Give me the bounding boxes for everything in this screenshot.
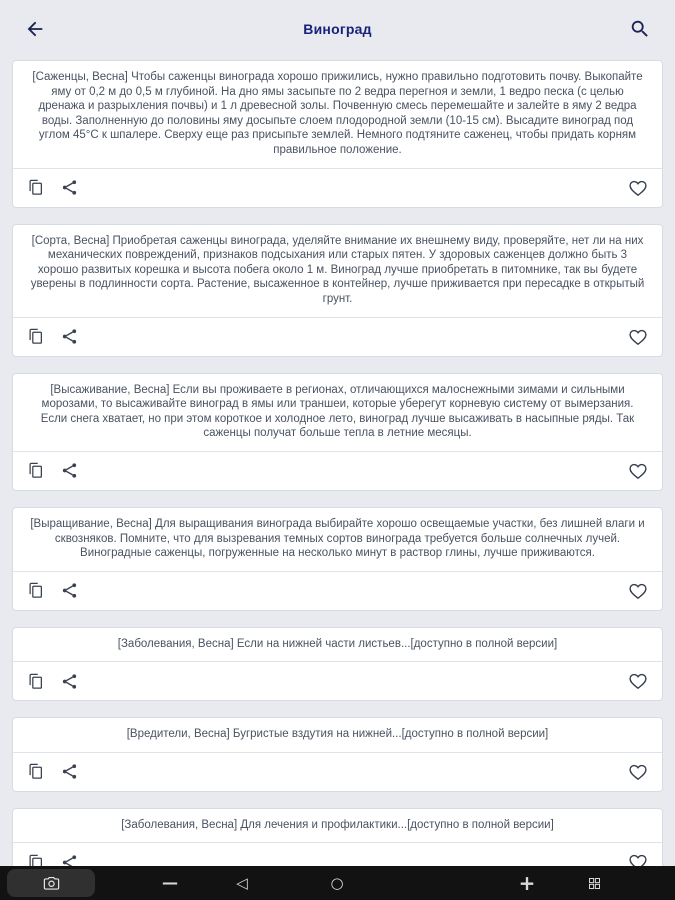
- copy-icon: [26, 672, 45, 691]
- tip-text: [Выращивание, Весна] Для выращивания винограда выбирайте хорошо освещаемые участки, без лишней влаги и сквозняков. Помните, что для вызревания темных сортов винограда требуется больше солнечных лучей. Виноградные саженцы, погруженные на несколько минут в раствор глины, лучше приживаются.: [30, 517, 645, 560]
- favorite-heart-icon: [627, 580, 649, 602]
- copy-icon: [26, 327, 45, 346]
- tip-card: [12, 507, 663, 611]
- tip-text: [Высаживание, Весна] Если вы проживаете в регионах, отличающихся малоснежными зимами и сильными морозами, то высаживайте виноград в ямы или траншеи, которые уберегут корневую систему от вымерзания. Если снега хватает, но при этом короткое и холодное лето, виноград лучше высаживать в насыпные ряды. Так саженцы получат больше тепла в летние месяцы.: [40, 383, 635, 440]
- share-button[interactable]: [60, 672, 79, 691]
- android-nav-bar: [0, 866, 675, 900]
- favorite-button[interactable]: [627, 761, 649, 783]
- favorite-heart-icon: [627, 670, 649, 692]
- copy-icon: [26, 581, 45, 600]
- tip-text: [Саженцы, Весна] Чтобы саженцы винограда хорошо прижились, нужно правильно подготовить почву. Выкопайте яму от 0,2 м до 0,5 м глубиной. На дно ямы засыпьте по 2 ведра перегноя и земли, 1 ведро песка (с целью дренажа и разрыхления почвы) и 1 л древесной золы. Почвенную смесь перемешайте и залейте в яму 2 ведра воды. Заполненную до половины яму досыпьте слоем плодородной земли (10-15 см). Высадите виноград под углом 45°С к шпалере. Сверху еще раз присыпьте землей. Немного подтяните саженец, чтобы придать корням правильное положение.: [32, 71, 643, 156]
- tip-card: [12, 60, 663, 208]
- arrow-back-icon: [24, 18, 46, 40]
- nav-apps-button[interactable]: [580, 869, 608, 897]
- screenshot-button[interactable]: [7, 869, 95, 897]
- page-title: Виноград: [303, 21, 372, 37]
- card-actions: [13, 752, 662, 791]
- app-bar: [0, 0, 675, 58]
- apps-grid-icon: [587, 876, 602, 891]
- favorite-button[interactable]: [627, 326, 649, 348]
- favorite-button[interactable]: [627, 460, 649, 482]
- tip-card: [12, 627, 663, 702]
- search-icon: [629, 18, 651, 40]
- favorite-heart-icon: [627, 177, 649, 199]
- share-button[interactable]: [60, 178, 79, 197]
- tip-card: [12, 717, 663, 792]
- tip-text: [Вредители, Весна] Бугристые вздутия на нижней...[доступно в полной версии]: [126, 728, 549, 741]
- copy-button[interactable]: [26, 672, 45, 691]
- share-icon: [60, 327, 79, 346]
- share-icon: [60, 672, 79, 691]
- card-actions: [13, 661, 662, 700]
- share-icon: [60, 461, 79, 480]
- card-actions: [13, 571, 662, 610]
- tip-card: [12, 224, 663, 357]
- favorite-heart-icon: [627, 460, 649, 482]
- share-icon: [60, 178, 79, 197]
- favorite-heart-icon: [627, 761, 649, 783]
- tip-text: [Сорта, Весна] Приобретая саженцы винограда, уделяйте внимание их внешнему виду, проверяйте, нет ли на них механических повреждений, признаков подсыхания или старых пятен. У здоровых саженцев должно быть 3 хорошо развитых корешка и высота побега около 1 м. Виноград лучше приобретать в питомнике, так вы будете уверены в подлинности сорта. Растение, высаженное в контейнер, лучше приживается при пересадке в открытый грунт.: [30, 234, 645, 305]
- nav-back-button[interactable]: ◁: [228, 869, 256, 897]
- share-button[interactable]: [60, 762, 79, 781]
- share-button[interactable]: [60, 461, 79, 480]
- copy-button[interactable]: [26, 327, 45, 346]
- favorite-button[interactable]: [627, 177, 649, 199]
- tip-text: [Заболевания, Весна] Если на нижней части листьев...[доступно в полной версии]: [117, 637, 558, 650]
- copy-button[interactable]: [26, 178, 45, 197]
- card-actions: [13, 451, 662, 490]
- copy-button[interactable]: [26, 581, 45, 600]
- copy-icon: [26, 762, 45, 781]
- share-icon: [60, 581, 79, 600]
- favorite-button[interactable]: [627, 580, 649, 602]
- card-actions: [13, 317, 662, 356]
- favorite-button[interactable]: [627, 670, 649, 692]
- tip-text: [Заболевания, Весна] Для лечения и профилактики...[доступно в полной версии]: [121, 818, 554, 831]
- copy-icon: [26, 461, 45, 480]
- copy-button[interactable]: [26, 762, 45, 781]
- share-button[interactable]: [60, 327, 79, 346]
- favorite-heart-icon: [627, 326, 649, 348]
- screenshot-camera-icon: [42, 874, 61, 893]
- search-button[interactable]: [625, 14, 655, 44]
- card-actions: [13, 168, 662, 207]
- copy-icon: [26, 178, 45, 197]
- nav-home-button[interactable]: ○: [323, 869, 351, 897]
- share-button[interactable]: [60, 581, 79, 600]
- share-icon: [60, 762, 79, 781]
- tips-list[interactable]: [0, 58, 675, 900]
- back-button[interactable]: [20, 14, 50, 44]
- nav-add-button[interactable]: +: [513, 869, 541, 897]
- minimize-button[interactable]: —: [156, 869, 184, 897]
- copy-button[interactable]: [26, 461, 45, 480]
- tip-card: [12, 373, 663, 491]
